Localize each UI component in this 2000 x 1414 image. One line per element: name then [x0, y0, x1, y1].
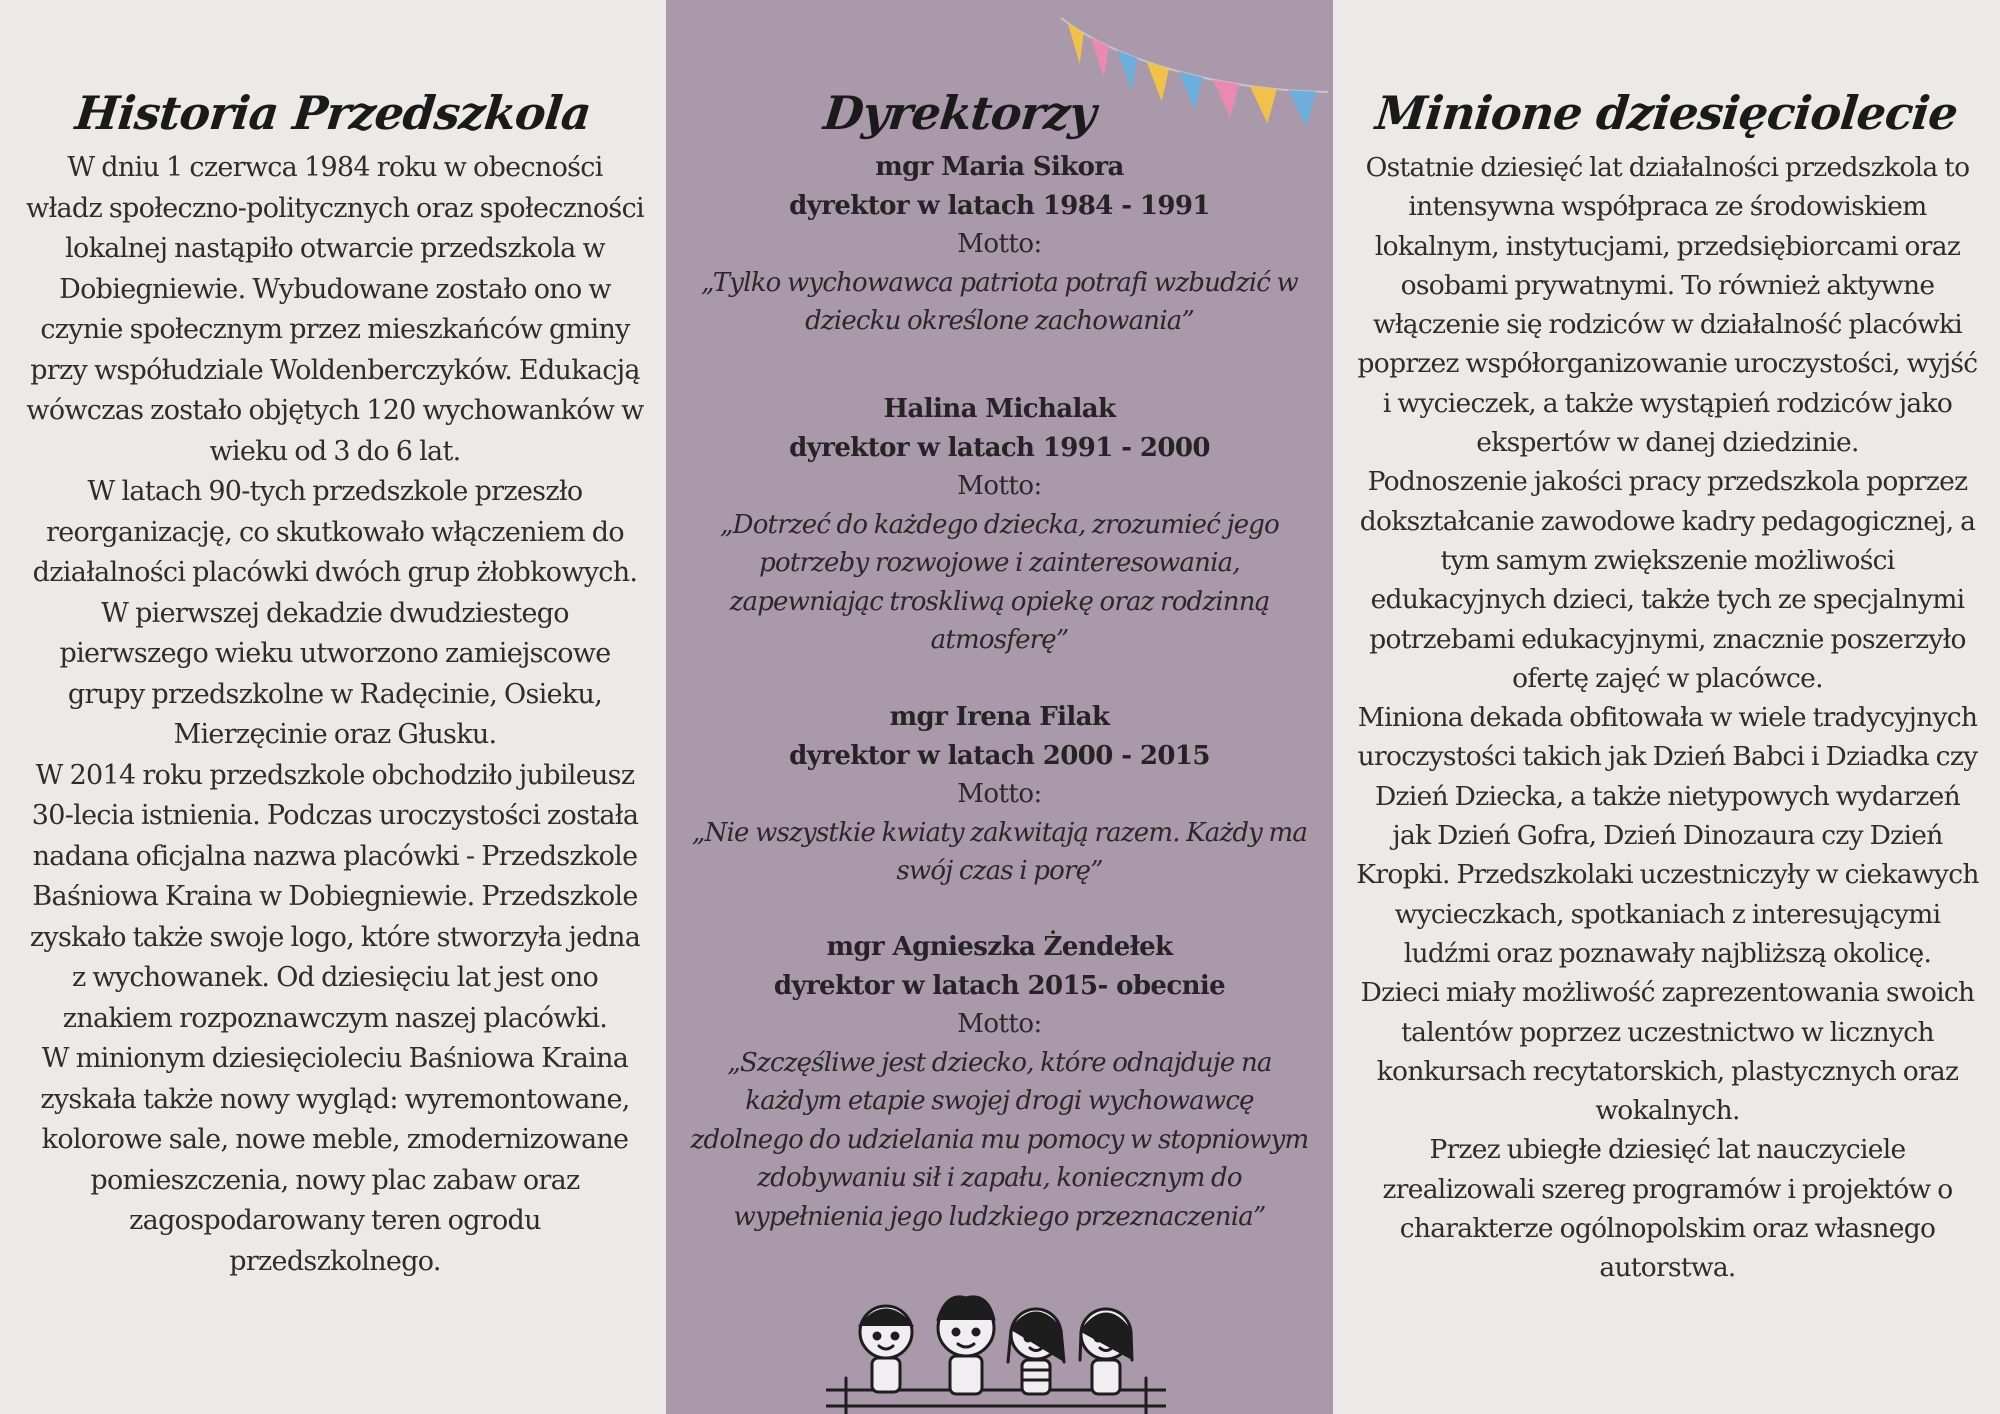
director-name: mgr Irena Filak — [889, 702, 1110, 732]
decade-text — [1353, 148, 1982, 1288]
director-name: mgr Agnieszka Żendełek — [826, 932, 1173, 962]
director-entry — [686, 148, 1313, 341]
decade-paragraph: Miniona dekada obfitowała w wiele tradycyjnych uroczystości takich jak Dzień Babci i Dziadka czy Dzień Dziecka, a także nietypowych wydarzeń jak Dzień Gofra, Dzień Dinozaura czy Dzień Kropki. Przedszkolaki uczestniczyły w ciekawych wycieczkach, spotkaniach z interesującymi ludźmi oraz poznawały najbliższą okolicę. — [1356, 702, 1979, 969]
decade-panel — [1333, 0, 2000, 1414]
director-term: dyrektor w latach 2000 - 2015 — [789, 740, 1210, 771]
bunting-flag — [1068, 23, 1084, 64]
decade-title: Minione dziesięciolecie — [1373, 85, 1960, 140]
director-term: dyrektor w latach 1984 - 1991 — [789, 190, 1210, 221]
motto-label: Motto: — [957, 229, 1042, 259]
director-name: Halina Michalak — [883, 394, 1116, 424]
history-text — [26, 148, 644, 1282]
director-entry — [686, 928, 1313, 1236]
decade-paragraph: Dzieci miały możliwość zaprezentowania swoich talentów poprzez uczestnictwo w licznych konkursach recytatorskich, plastycznych oraz wokalnych. — [1360, 977, 1975, 1127]
director-entry — [686, 698, 1313, 891]
director-motto: „Tylko wychowawca patriota potrafi wzbudzić w dziecku określone zachowania” — [701, 267, 1298, 336]
children-drawing-icon — [826, 1290, 1166, 1414]
director-motto: „Dotrzeć do każdego dziecka, zrozumieć jego potrzeby rozwojowe i zainteresowania, zapewniając troskliwą opiekę oraz rodzinną atmosferę” — [719, 509, 1279, 655]
director-name: mgr Maria Sikora — [875, 152, 1124, 182]
history-title: Historia Przedszkola — [72, 85, 594, 140]
history-paragraph: W latach 90-tych przedszkole przeszło reorganizację, co skutkowało włączeniem do działalności placówki dwóch grup żłobkowych. W pierwszej dekadzie dwudziestego pierwszego wieku utworzono zamiejscowe grupy przedszkolne w Radęcinie, Osieku, Mierzęcinie oraz Głusku. — [32, 476, 638, 750]
decade-paragraph: Ostatnie dziesięć lat działalności przedszkola to intensywna współpraca ze środowiskiem lokalnym, instytucjami, przedsiębiorcami oraz osobami prywatnymi. To również aktywne włączenie się rodziców w działalność placówki poprzez współorganizowanie uroczystości, wyjść i wycieczek, a także wystąpień rodziców jako ekspertów w danej dziedzinie. — [1357, 152, 1978, 459]
decade-paragraph: Podnoszenie jakości pracy przedszkola poprzez dokształcanie zawodowe kadry pedagogicznej, a tym samym zwiększenie możliwości edukacyjnych dzieci, także tych ze specjalnymi potrzebami edukacyjnymi, znacznie poszerzyło ofertę zajęć w placówce. — [1359, 466, 1976, 694]
director-term: dyrektor w latach 1991 - 2000 — [789, 432, 1210, 463]
motto-label: Motto: — [957, 779, 1042, 809]
director-motto: „Nie wszystkie kwiaty zakwitają razem. Każdy ma swój czas i porę” — [691, 817, 1308, 886]
director-term: dyrektor w latach 2015- obecnie — [773, 970, 1226, 1001]
director-entry — [686, 390, 1313, 660]
history-panel — [0, 0, 666, 1414]
motto-label: Motto: — [957, 1009, 1042, 1039]
history-paragraph: W 2014 roku przedszkole obchodziło jubileusz 30-lecia istnienia. Podczas uroczystości została nadana oficjalna nazwa placówki - Przedszkole Baśniowa Kraina w Dobiegniewie. Przedszkole zyskało także swoje logo, które stworzyła jedna z wychowanek. Od dziesięciu lat jest ono znakiem rozpoznawczym naszej placówki. — [29, 759, 641, 1034]
director-motto: „Szczęśliwe jest dziecko, które odnajduje na każdym etapie swojej drogi wychowawcę zdolnego do udzielania mu pomocy w stopniowym zdobywaniu sił i zapału, koniecznym do wypełnienia jego ludzkiego przeznaczenia” — [690, 1047, 1309, 1232]
history-paragraph: W minionym dziesięcioleciu Baśniowa Kraina zyskała także nowy wygląd: wyremontowane, kolorowe sale, nowe meble, zmodernizowane pomieszczenia, nowy plac zabaw oraz zagospodarowany teren ogrodu przedszkolnego. — [40, 1043, 630, 1277]
history-paragraph: W dniu 1 czerwca 1984 roku w obecności władz społeczno-politycznych oraz społeczności lokalnej nastąpiło otwarcie przedszkola w Dobiegniewie. Wybudowane zostało ono w czynie społecznym przez mieszkańców gminy przy współudziale Woldenberczyków. Edukacją wówczas zostało objętych 120 wychowanków w wieku od 3 do 6 lat. — [26, 152, 644, 467]
bunting-flag — [1091, 37, 1109, 78]
motto-label: Motto: — [957, 471, 1042, 501]
directors-panel — [666, 0, 1333, 1414]
directors-title: Dyrektorzy — [821, 85, 1098, 140]
decade-paragraph: Przez ubiegłe dziesięć lat nauczyciele zrealizowali szereg programów i projektów o charakterze ogólnopolskim oraz własnego autorstwa. — [1382, 1134, 1953, 1284]
